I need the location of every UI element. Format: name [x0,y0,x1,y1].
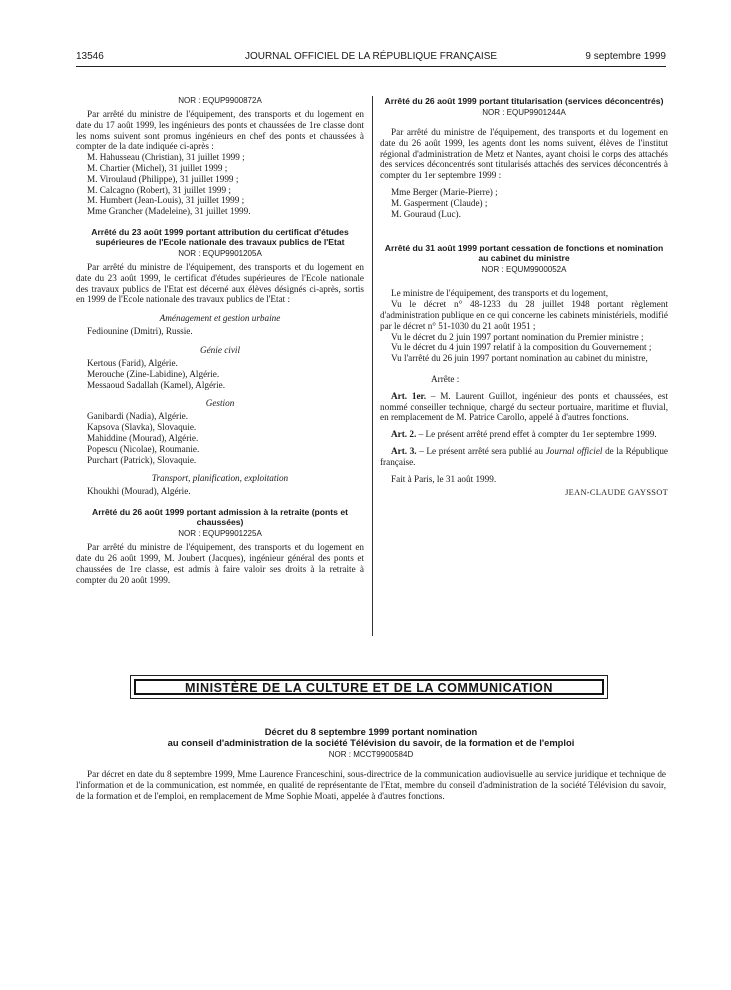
signature: JEAN-CLAUDE GAYSSOT [565,488,668,498]
list-item: Khoukhi (Mourad), Algérie. [87,486,191,497]
list-item: M. Hahusseau (Christian), 31 juillet 1999 ; [87,152,245,163]
list-item: M. Chartier (Michel), 31 juillet 1999 ; [87,162,228,173]
ministry-title: MINISTÈRE DE LA CULTURE ET DE LA COMMUNICATION [134,679,604,695]
header-rule [76,66,666,67]
decret-title-line2: au conseil d'administration de la société Télévision du savoir, de la formation et de l'emploi [167,737,575,748]
list-item: Messaoud Sadallah (Kamel), Algérie. [87,379,226,390]
list-item: Mme Grancher (Madeleine), 31 juillet 1999. [87,206,251,217]
list-item: M. Calcagno (Robert), 31 juillet 1999 ; [87,184,231,195]
article-label: Art. 2. [391,429,417,440]
nor-reference: NOR : MCCT9900584D [328,750,414,759]
visas [380,288,668,364]
article-label: Art. 3. [391,445,417,456]
page-header [76,51,666,65]
visa-line: Vu le décret du 2 juin 1997 portant nomination du Premier ministre ; [391,331,644,342]
nor-reference: NOR : EQUP9901205A [178,248,262,258]
issue-date: 9 septembre 1999 [585,51,666,62]
list-item: Purchart (Patrick), Slovaquie. [87,454,197,465]
decret-title-line1: Décret du 8 septembre 1999 portant nomination [264,726,478,737]
arrete-body: Par arrêté du ministre de l'équipement, des transports et du logement en date du 26 août 1999, les agents dont les noms suivent, élèves de l'institut régional d'administration de Metz et Nantes, ayant choisi le corps des attachés des services déconcentrés sont titularisés attachés des services déconcentrés à compter du 1er septembre 1999 : [380,127,668,181]
left-column [76,96,364,585]
page-number: 13546 [76,51,104,62]
list-item: Popescu (Nicolae), Roumanie. [87,443,200,454]
visa-line: Le ministre de l'équipement, des transports et du logement, [391,288,608,299]
arrete-keyword: Arrête : [431,373,460,384]
list-item: M. Viroulaud (Philippe), 31 juillet 1999 ; [87,173,239,184]
right-column [380,96,668,497]
list-item: Kertous (Farid), Algérie. [87,357,178,368]
list-item: M. Humbert (Jean-Louis), 31 juillet 1999 ; [87,195,245,206]
article-2: Art. 2. – Le présent arrêté prend effet à compter du 1er septembre 1999. [391,429,657,440]
arrete-title: Arrêté du 26 août 1999 portant admission à la retraite (ponts et chaussées) [92,507,348,528]
list-item: Fediounine (Dmitri), Russie. [87,326,193,337]
arrete-body: Par arrêté du ministre de l'équipement, des transports et du logement en date du 26 août 1999, M. Joubert (Jacques), ingénieur général des ponts et chaussées de 1re classe, est admis à faire valoir ses droits à la retraite à compter du 20 août 1999. [76,542,364,585]
arrete-body: Par arrêté du ministre de l'équipement, des transports et du logement en date du 17 août 1999, les ingénieurs des ponts et chaussées de 1re classe dont les noms suivent sont promus ingénieurs en chef des ponts et chaussées à compter de la date indiquée ci-après : [76,109,364,152]
nor-reference: NOR : EQUM9900052A [481,265,567,275]
list-item: Merouche (Zine-Labidine), Algérie. [87,368,220,379]
list-item: M. Gouraud (Luc). [391,208,461,219]
nor-reference: NOR : EQUP9900872A [178,96,262,105]
list-item: Ganibardi (Nadia), Algérie. [87,411,189,422]
titularisation-list [380,187,668,219]
section-heading: Gestion [205,398,235,409]
article-1: Art. 1er. – M. Laurent Guillot, ingénieur des ponts et chaussées, est nommé conseiller technique, chargé du secteur portuaire, maritime et fluvial, en remplacement de M. Patrice Carollo, appelé à d'autres fonctions. [380,390,668,423]
decret-body: Par décret en date du 8 septembre 1999, Mme Laurence Franceschini, sous-directrice de la communication audiovisuelle au service juridique et technique de l'information et de la communication, est nommée, en qualité de représentante de l'Etat, membre du conseil d'administration de la société Télévision du savoir, de la formation et de l'emploi, en remplacement de Mme Sophie Moati, appelée à d'autres fonctions. [76,769,666,801]
arrete-title: Arrêté du 31 août 1999 portant cessation de fonctions et nomination au cabinet du ministre [384,243,664,264]
visa-line: Vu le décret n° 48-1233 du 28 juillet 1948 portant règlement d'administration publique en ce qui concerne les cabinets ministériels, modifié par le décret n° 51-1030 du 21 août 1951 ; [380,299,668,331]
article-label: Art. 1er. [391,390,427,401]
section-heading: Transport, planification, exploitation [151,473,289,484]
article-3: Art. 3. – Le présent arrêté sera publié au Journal officiel de la République française. [380,445,668,467]
list-item: Kapsova (Slavka), Slovaquie. [87,422,197,433]
visa-line: Vu l'arrêté du 26 juin 1997 portant nomination au cabinet du ministre, [391,353,648,364]
decret-section [76,726,666,801]
fait-a-paris: Fait à Paris, le 31 août 1999. [391,473,497,484]
journal-title: JOURNAL OFFICIEL DE LA RÉPUBLIQUE FRANÇAISE [244,51,498,62]
list-item: M. Gasperment (Claude) ; [391,197,488,208]
nor-reference: NOR : EQUP9901244A [482,108,566,117]
column-separator [372,96,373,636]
list-item: Mme Berger (Marie-Pierre) ; [391,186,498,197]
nor-reference: NOR : EQUP9901225A [178,529,262,539]
arrete-title: Arrêté du 23 août 1999 portant attribution du certificat d'études supérieures de l'Ecole nationale des travaux publics de l'Etat [91,226,349,247]
arrete-body: Par arrêté du ministre de l'équipement, des transports et du logement en date du 23 août 1999, le certificat d'études supérieures de l'Ecole nationale des travaux publics de l'Etat est décerné aux élèves désignés ci-après, sortis en 1999 de l'Ecole nationale des travaux publics de l'Etat : [76,261,364,305]
section-heading: Génie civil [199,344,241,355]
list-item: Mahiddine (Mourad), Algérie. [87,432,199,443]
arrete-title: Arrêté du 26 août 1999 portant titularisation (services déconcentrés) [384,96,664,106]
visa-line: Vu le décret du 4 juin 1997 relatif à la composition du Gouvernement ; [391,342,652,353]
promotion-list [76,152,364,217]
ministry-banner [130,675,608,699]
graduate-sections [76,313,364,497]
section-heading: Aménagement et gestion urbaine [159,313,281,324]
